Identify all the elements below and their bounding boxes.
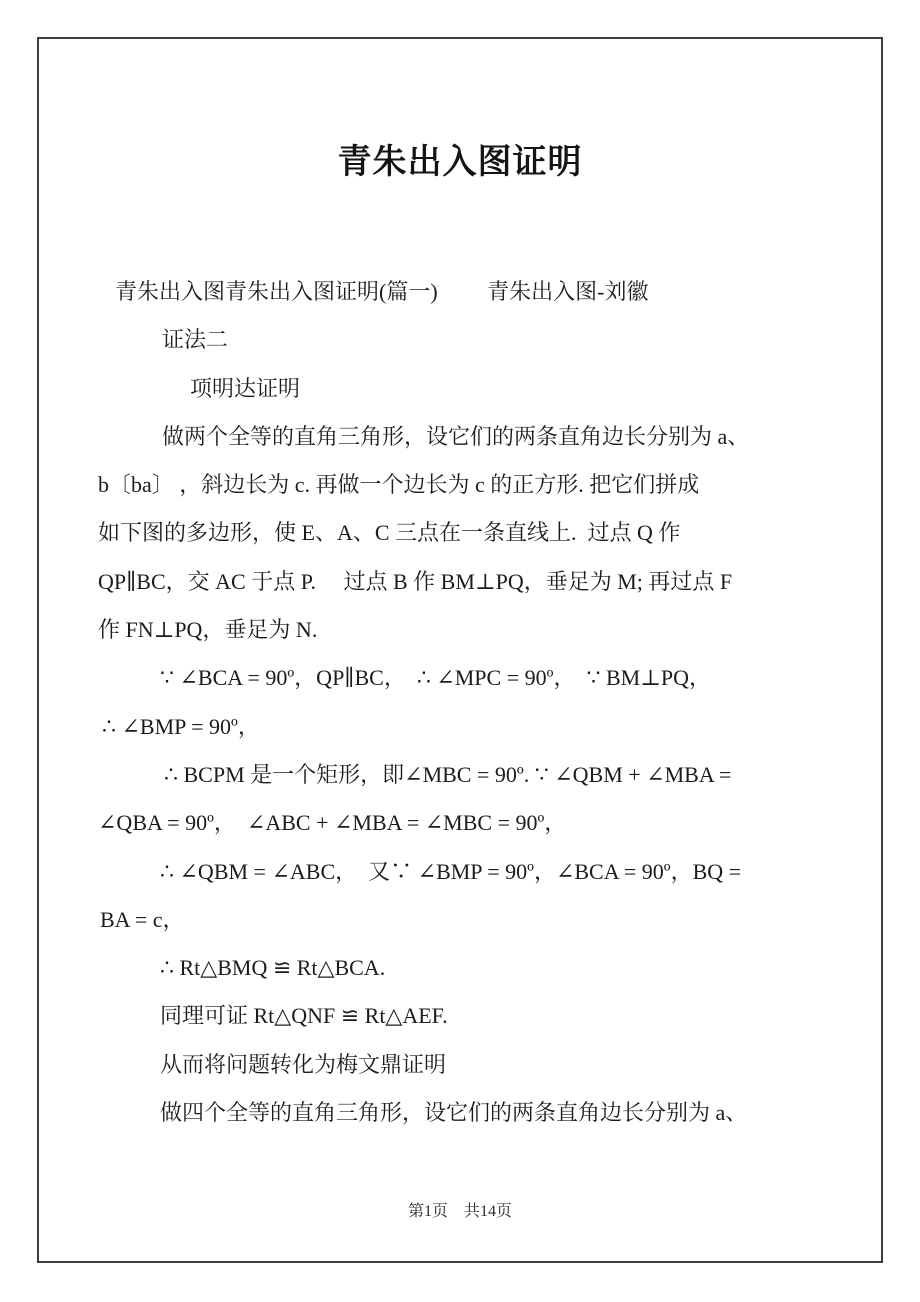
text-line: 从而将问题转化为梅文鼎证明 bbox=[160, 1051, 447, 1077]
text-line: 如下图的多边形，使 E、A、C 三点在一条直线上. 过点 Q 作 bbox=[98, 520, 681, 546]
document-title: 青朱出入图证明 bbox=[337, 144, 583, 181]
text-line: ∴ ∠QBM = ∠ABC， 又∵ ∠BMP = 90º，∠BCA = 90º，BQ = bbox=[160, 858, 742, 884]
text-line: ∵ ∠BCA = 90º，QP∥BC， ∴ ∠MPC = 90º， ∵ BM⊥PQ， bbox=[160, 665, 711, 691]
text-line: 同理可证 Rt△QNF ≌ Rt△AEF. bbox=[160, 1003, 448, 1029]
text-line: 证法二 bbox=[162, 327, 229, 353]
text-line: QP∥BC，交 AC 于点 P. 过点 B 作 BM⊥PQ，垂足为 M; 再过点 F bbox=[98, 568, 733, 594]
text-line: ∴ Rt△BMQ ≌ Rt△BCA. bbox=[160, 955, 386, 981]
text-line: b〔ba〕 ，斜边长为 c. 再做一个边长为 c 的正方形. 把它们拼成 bbox=[98, 472, 700, 498]
text-line: 做四个全等的直角三角形，设它们的两条直角边长分别为 a、 bbox=[160, 1100, 748, 1126]
page-number-footer: 第1页 共14页 bbox=[407, 1203, 512, 1220]
text-line: 项明达证明 bbox=[190, 375, 301, 401]
text-line: ∴ BCPM 是一个矩形，即∠MBC = 90º. ∵ ∠QBM + ∠MBA = bbox=[164, 761, 732, 787]
text-line: ∴ ∠BMP = 90º， bbox=[102, 713, 260, 739]
text-line: 做两个全等的直角三角形，设它们的两条直角边长分别为 a、 bbox=[162, 423, 750, 449]
text-line: ∠QBA = 90º， ∠ABC + ∠MBA = ∠MBC = 90º， bbox=[98, 810, 567, 836]
text-line: BA = c， bbox=[100, 906, 185, 932]
text-line: 作 FN⊥PQ，垂足为 N. bbox=[98, 617, 318, 643]
text-line: 青朱出入图青朱出入图证明(篇一) 青朱出入图-刘徽 bbox=[115, 279, 649, 304]
document-body bbox=[98, 268, 840, 1137]
